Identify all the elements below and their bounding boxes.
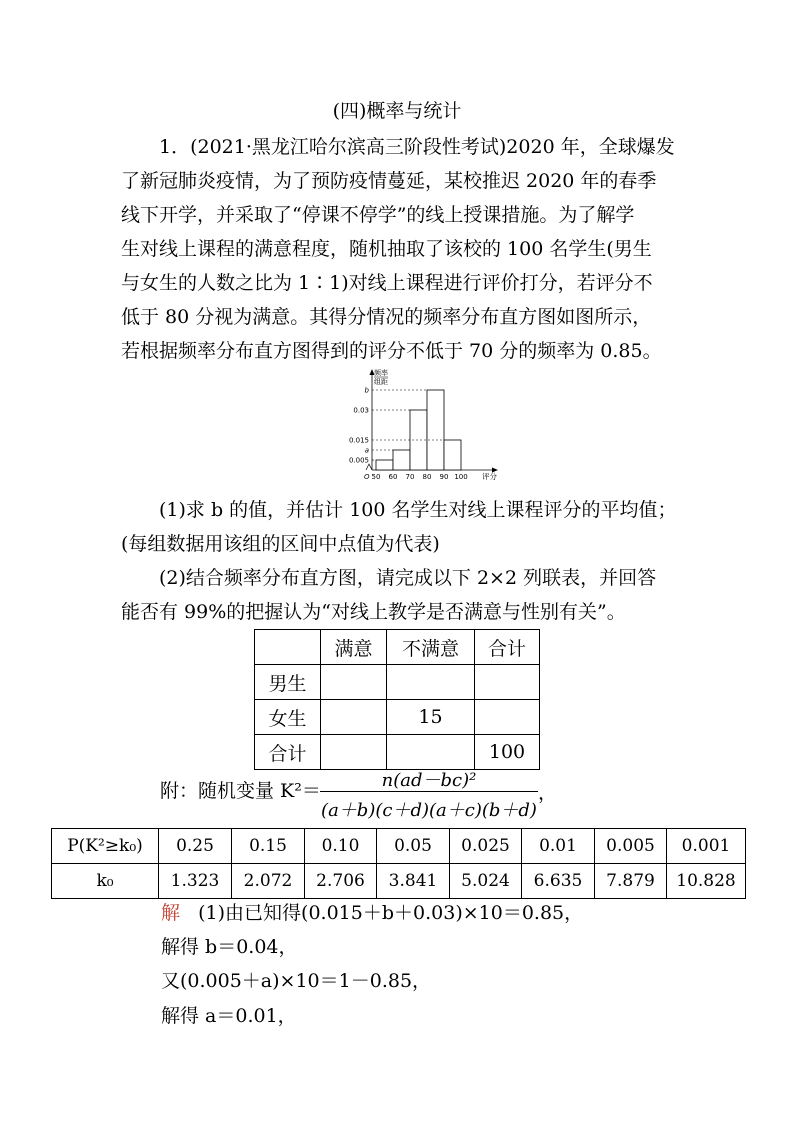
question-2-line: (2)结合频率分布直方图，请完成以下 2×2 列联表，并回答	[159, 567, 657, 589]
table-header-cell: 不满意	[387, 630, 475, 665]
table-cell: 0.025	[450, 829, 522, 864]
histogram-bar	[376, 460, 393, 470]
table-cell: 10.828	[667, 864, 746, 899]
appendix-label: 附：随机变量 K²＝	[160, 780, 321, 802]
table-row	[52, 829, 746, 864]
problem-line: 生对线上课程的满意程度，随机抽取了该校的 100 名学生(男生	[121, 238, 652, 260]
table-cell	[387, 735, 475, 770]
x-tick-label: 80	[422, 473, 432, 481]
section-title: (四)概率与统计	[332, 100, 462, 122]
table-cell: 男生	[255, 665, 321, 700]
table-cell: 0.15	[232, 829, 305, 864]
table-row	[255, 665, 540, 700]
histogram-bar	[444, 440, 461, 470]
table-cell: 0.001	[667, 829, 746, 864]
solution-text: (1)由已知得(0.015＋b＋0.03)×10＝0.85，	[198, 902, 584, 924]
table-cell	[475, 665, 540, 700]
question-1-line: (每组数据用该组的区间中点值为代表)	[121, 533, 440, 555]
y-tick-label: 0.03	[353, 406, 369, 415]
table-row-label: k₀	[52, 864, 159, 899]
table-cell: 7.879	[595, 864, 667, 899]
critical-value-table	[51, 828, 746, 899]
histogram-bar	[393, 450, 410, 470]
x-tick-label: 50	[371, 473, 381, 481]
origin-label: O	[364, 473, 370, 481]
table-cell: 15	[387, 700, 475, 735]
table-cell: 0.05	[377, 829, 450, 864]
problem-line: 与女生的人数之比为 1∶1)对线上课程进行评价打分，若评分不	[121, 272, 653, 294]
problem-statement	[121, 130, 676, 368]
table-cell: 1.323	[159, 864, 232, 899]
solution-line-4: 解得 a＝0.01，	[161, 1005, 297, 1027]
fraction-bar	[320, 791, 538, 792]
table-cell: 3.841	[377, 864, 450, 899]
question-1-line: (1)求 b 的值，并估计 100 名学生对线上课程评分的平均值；	[159, 499, 677, 521]
table-cell: 0.25	[159, 829, 232, 864]
question-1	[121, 493, 676, 561]
problem-line: 线下开学，并采取了“停课不停学”的线上授课措施。为了解学	[121, 204, 635, 226]
question-2	[121, 561, 676, 629]
table-cell: 6.635	[522, 864, 595, 899]
table-header-cell: 合计	[475, 630, 540, 665]
solution-mark: 解	[161, 902, 181, 924]
table-cell: 5.024	[450, 864, 522, 899]
table-cell: 2.072	[232, 864, 305, 899]
x-axis-label: 评分	[482, 472, 497, 481]
formula-numerator: n(ad－bc)²	[381, 770, 477, 791]
table-cell	[321, 665, 387, 700]
table-cell	[321, 735, 387, 770]
histogram-bar	[427, 390, 444, 470]
table-cell: 100	[475, 735, 540, 770]
solution-line-2: 解得 b＝0.04，	[161, 936, 298, 958]
table-cell	[475, 700, 540, 735]
formula-denominator: (a＋b)(c＋d)(a＋c)(b＋d)	[321, 800, 537, 821]
problem-line: 了新冠肺炎疫情，为了预防疫情蔓延，某校推迟 2020 年的春季	[121, 170, 657, 192]
table-cell	[321, 700, 387, 735]
x-tick-label: 90	[439, 473, 449, 481]
table-cell	[387, 665, 475, 700]
x-tick-label: 60	[388, 473, 398, 481]
table-cell	[255, 630, 321, 665]
axis-break-mark	[366, 464, 372, 470]
y-tick-label: 0.015	[348, 436, 369, 445]
table-row	[52, 864, 746, 899]
y-tick-label: 0.005	[348, 456, 369, 465]
problem-line: 低于 80 分视为满意。其得分情况的频率分布直方图如图所示，	[121, 306, 652, 328]
frequency-histogram	[332, 366, 502, 490]
table-cell: 0.005	[595, 829, 667, 864]
x-tick-label: 100	[454, 473, 468, 481]
y-axis-label-top: 频率	[374, 369, 388, 377]
y-tick-label: b	[364, 386, 369, 395]
table-header-cell: 满意	[321, 630, 387, 665]
problem-line: 若根据频率分布直方图得到的评分不低于 70 分的频率为 0.85。	[121, 340, 662, 362]
table-cell: 女生	[255, 700, 321, 735]
x-tick-label: 70	[405, 473, 415, 481]
table-cell: 合计	[255, 735, 321, 770]
table-cell: 2.706	[305, 864, 377, 899]
table-row	[255, 735, 540, 770]
problem-line: 1．(2021·黑龙江哈尔滨高三阶段性考试)2020 年，全球爆发	[159, 136, 675, 158]
solution-line-1	[161, 898, 583, 925]
y-axis-label-bottom: 组距	[374, 378, 388, 386]
table-header-row	[255, 630, 540, 665]
table-cell: 0.01	[522, 829, 595, 864]
k-squared-formula	[320, 766, 538, 822]
question-2-line: 能否有 99%的把握认为“对线上教学是否满意与性别有关”。	[121, 601, 626, 623]
table-row	[255, 700, 540, 735]
formula-comma: ，	[538, 782, 558, 804]
table-cell: 0.10	[305, 829, 377, 864]
contingency-table	[254, 629, 540, 770]
table-row-label: P(K²≥k₀)	[52, 829, 159, 864]
y-tick-label: a	[364, 446, 369, 455]
solution-line-3: 又(0.005＋a)×10＝1－0.85，	[161, 970, 432, 992]
